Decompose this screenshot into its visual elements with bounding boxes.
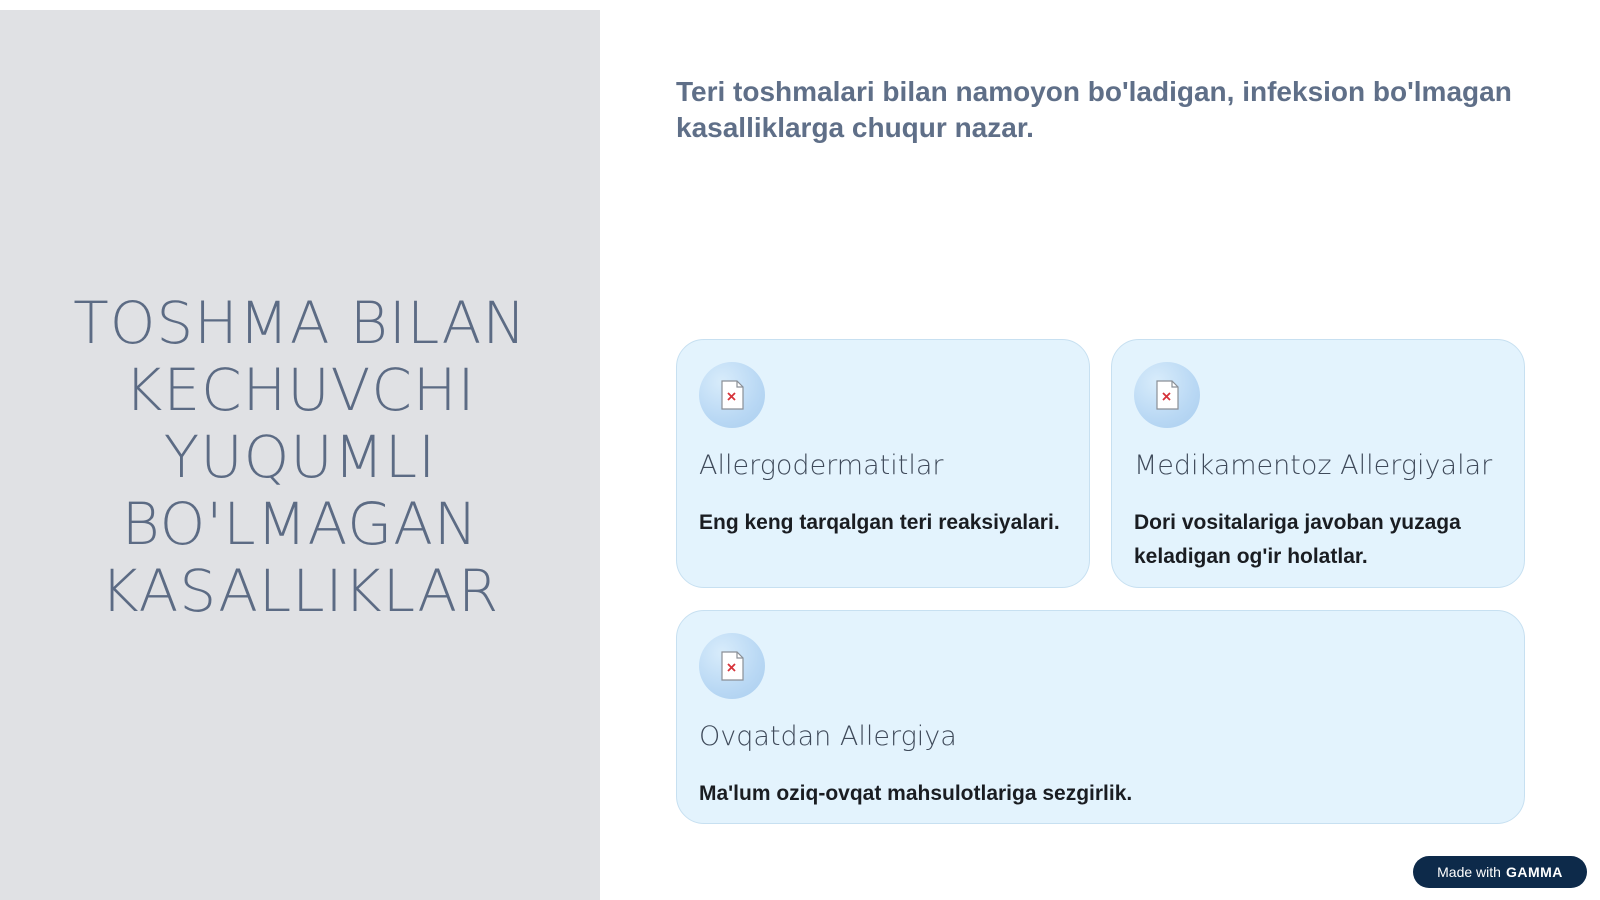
card-title: Medikamentoz Allergiyalar [1134,450,1493,481]
slide-title: TOSHMA BILAN KECHUVCHI YUQUMLI BO'LMAGAN KASALLIKLAR [73,288,527,625]
card-description: Eng keng tarqalgan teri reaksiyalari. [699,511,1060,534]
card-medikamentoz-allergiyalar [1111,339,1525,588]
card-title: Allergodermatitlar [699,450,944,481]
card-description: Ma'lum oziq-ovqat mahsulotlariga sezgirlik. [699,782,1133,805]
gamma-logo: GAMMA [1505,864,1563,880]
broken-image-icon [1134,362,1200,428]
card-allergodermatitlar [676,339,1090,588]
title-panel [0,10,600,900]
badge-prefix: Made with [1437,864,1501,880]
made-with-gamma-badge[interactable] [1413,856,1587,888]
card-ovqatdan-allergiya [676,610,1525,824]
slide-subtitle: Teri toshmalari bilan namoyon bo'ladigan, infeksion bo'lmagan kasalliklarga chuqur nazar. [676,76,1512,143]
card-title: Ovqatdan Allergiya [699,721,957,752]
broken-image-icon [699,362,765,428]
broken-image-icon [699,633,765,699]
card-description: Dori vositalariga javoban yuzaga keladigan og'ir holatlar. [1134,511,1461,568]
